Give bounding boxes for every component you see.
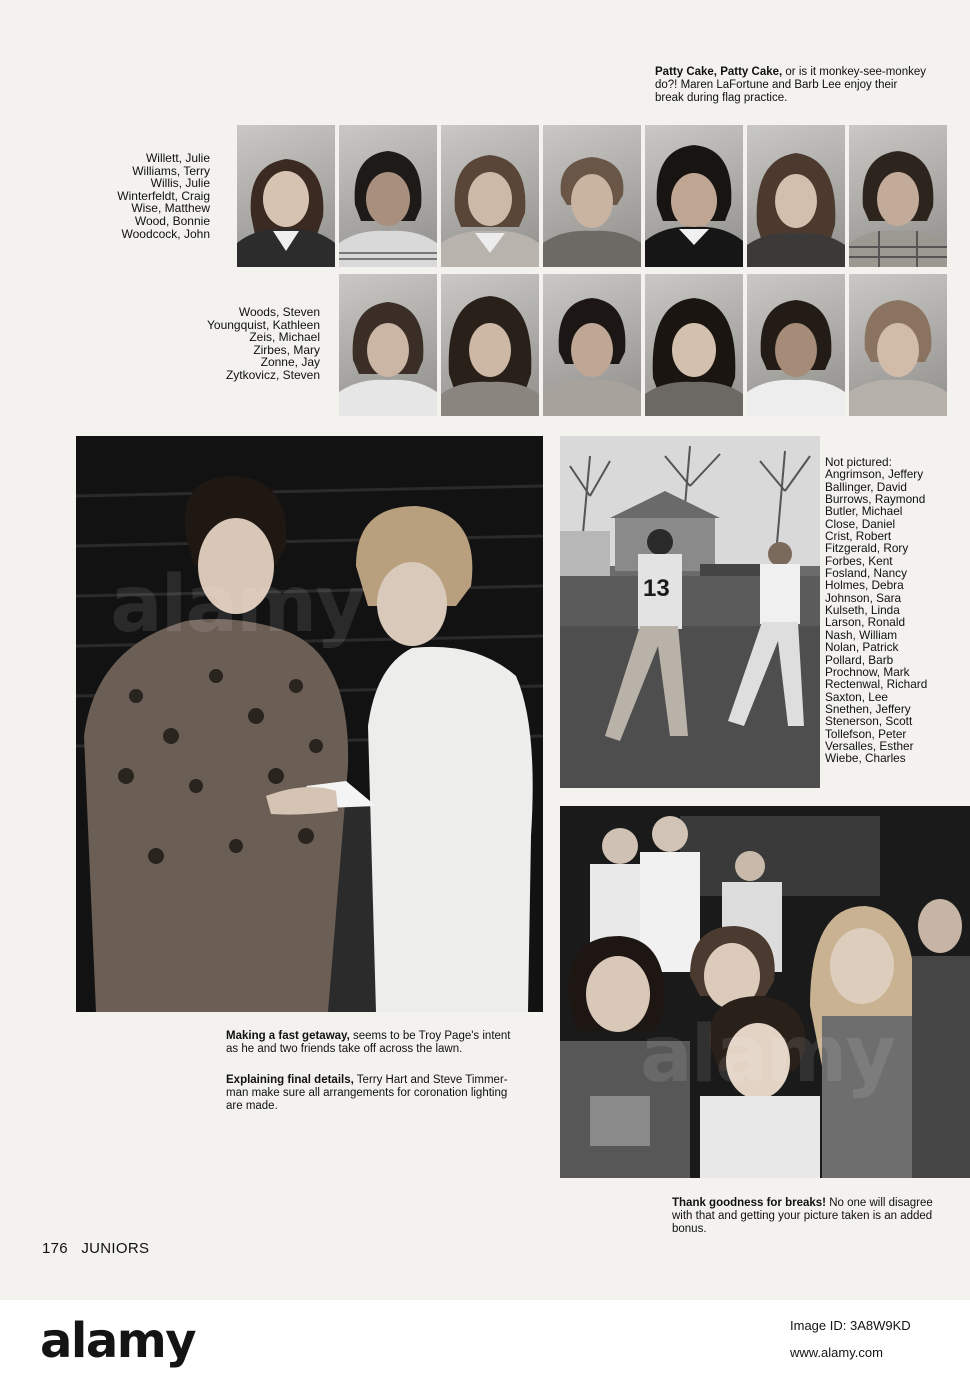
name-entry: Ballinger, David (825, 479, 907, 494)
section-name: JUNIORS (81, 1240, 150, 1257)
name-entry: Holmes, Debra (825, 578, 904, 593)
site-url: www.alamy.com (790, 1345, 883, 1360)
portrait-photo (849, 274, 947, 416)
portrait-photo (339, 274, 437, 416)
name-entry: Fitzgerald, Rory (825, 541, 909, 556)
name-entry: Nolan, Patrick (825, 640, 899, 655)
caption-patty-cake: Patty Cake, Patty Cake, or is it monkey-see-monkey do?! Maren LaFortune and Barb Lee enjoy their break during flag practice. (655, 66, 926, 104)
name-entry: Snethen, Jeffery (825, 701, 911, 716)
caption-lead: Making a fast getaway, (226, 1030, 350, 1042)
caption-explaining: Explaining final details, Terry Hart and Steve Timmer- man make sure all arrangements for coronation lighting are made. (226, 1074, 508, 1112)
photo-explaining-details (76, 436, 543, 1012)
jersey-number: 13 (643, 575, 670, 602)
name-entry: Angrimson, Jeffery (825, 467, 924, 482)
name-entry: Zirbes, Mary (253, 342, 320, 357)
caption-getaway: Making a fast getaway, seems to be Troy Page's intent as he and two friends take off across the lawn. (226, 1030, 511, 1055)
caption-lead: Patty Cake, Patty Cake, (655, 66, 783, 78)
portrait-photo (645, 125, 743, 267)
name-entry: Winterfeldt, Craig (117, 188, 210, 203)
photo-fast-getaway (560, 436, 820, 788)
name-entry: Burrows, Raymond (825, 492, 926, 507)
name-entry: Williams, Terry (132, 163, 210, 178)
name-entry: Crist, Robert (825, 529, 892, 544)
alamy-logo: alamy (40, 1313, 196, 1369)
portrait-photo (747, 125, 845, 267)
name-entry: Pollard, Barb (825, 652, 894, 667)
name-entry: Wiebe, Charles (825, 751, 906, 766)
caption-lead: Thank goodness for breaks! (672, 1197, 827, 1209)
name-entry: Forbes, Kent (825, 553, 893, 568)
name-entry: Woodcock, John (121, 226, 210, 241)
name-entry: Prochnow, Mark (825, 664, 910, 679)
page-folio (42, 1240, 149, 1257)
name-entry: Wise, Matthew (131, 201, 210, 216)
name-entry: Woods, Steven (238, 305, 320, 319)
portrait-photo (441, 125, 539, 267)
name-entry: Willett, Julie (145, 151, 210, 165)
names-row-1 (60, 152, 210, 240)
portrait-photo (237, 125, 335, 267)
name-entry: Stenerson, Scott (825, 714, 913, 729)
portrait-photo (543, 274, 641, 416)
name-entry: Saxton, Lee (825, 689, 888, 704)
name-entry: Nash, William (825, 627, 898, 642)
page-number: 176 (42, 1240, 68, 1257)
name-entry: Zytkovicz, Steven (225, 367, 320, 382)
not-pictured-heading: Not pictured: (825, 455, 892, 469)
portrait-photo (543, 125, 641, 267)
portrait-photo (339, 125, 437, 267)
name-entry: Youngquist, Kathleen (207, 317, 320, 332)
name-entry: Butler, Michael (825, 504, 903, 519)
portrait-photo (747, 274, 845, 416)
name-entry: Willis, Julie (150, 176, 210, 191)
portrait-photo (849, 125, 947, 267)
not-pictured-list (825, 456, 965, 765)
name-entry: Wood, Bonnie (134, 213, 210, 228)
names-row-2 (160, 306, 320, 382)
caption-breaks: Thank goodness for breaks! No one will disagree with that and getting your picture taken is an added bonus. (672, 1197, 933, 1235)
name-entry: Rectenwal, Richard (825, 677, 928, 692)
portrait-photo (441, 274, 539, 416)
name-entry: Fosland, Nancy (825, 566, 907, 581)
image-id: Image ID: 3A8W9KD (790, 1318, 911, 1333)
name-entry: Close, Daniel (825, 516, 896, 531)
name-entry: Tollefson, Peter (825, 726, 907, 741)
name-entry: Zeis, Michael (249, 330, 320, 345)
name-entry: Kulseth, Linda (825, 603, 900, 618)
name-entry: Johnson, Sara (825, 590, 902, 605)
name-entry: Versalles, Esther (825, 738, 914, 753)
photo-thank-goodness-breaks (560, 806, 970, 1178)
name-entry: Zonne, Jay (260, 355, 320, 370)
portrait-photo (645, 274, 743, 416)
name-entry: Larson, Ronald (825, 615, 906, 630)
caption-lead: Explaining final details, (226, 1074, 354, 1086)
